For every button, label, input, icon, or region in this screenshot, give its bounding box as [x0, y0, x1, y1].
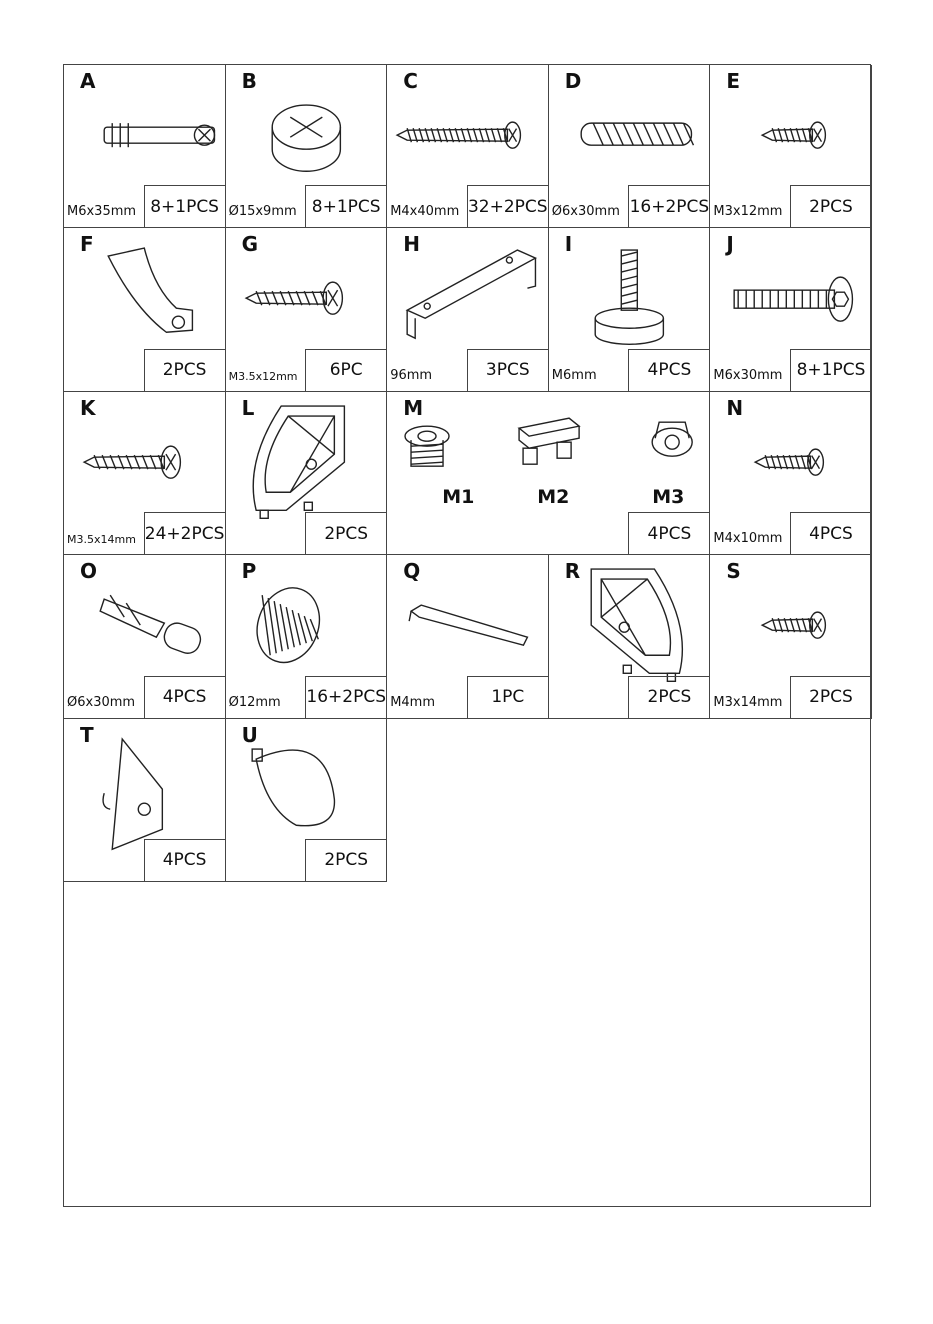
part-cell-t — [64, 719, 226, 882]
part-spec: M4x40mm — [390, 204, 460, 220]
part-quantity: 4PCS — [790, 512, 872, 555]
part-letter: M — [403, 395, 424, 420]
part-letter: F — [80, 232, 94, 257]
part-quantity: 2PCS — [790, 676, 872, 719]
part-spec: M3x14mm — [713, 694, 783, 710]
part-letter: T — [80, 722, 94, 747]
part-spec: M6x30mm — [713, 367, 783, 383]
part-cell-m — [387, 392, 710, 555]
part-letter: L — [241, 395, 255, 420]
part-cell-h — [387, 228, 549, 391]
part-spec: M4x10mm — [713, 531, 783, 547]
part-cell-r — [549, 555, 711, 718]
parts-sheet — [63, 64, 871, 1207]
part-cell-c — [387, 65, 549, 228]
part-letter: Q — [403, 559, 421, 584]
part-letter: G — [241, 232, 259, 257]
part-cell-i — [549, 228, 711, 391]
part-spec: M6mm — [551, 367, 597, 383]
sub-part-label: M3 — [652, 485, 685, 508]
part-quantity: 8+1PCS — [790, 349, 872, 392]
sub-part-label: M1 — [442, 485, 475, 508]
part-quantity: 2PCS — [144, 349, 226, 392]
part-quantity: 8+1PCS — [305, 185, 387, 228]
part-spec: M4mm — [390, 694, 436, 710]
part-letter: K — [80, 395, 96, 420]
part-cell-e — [710, 65, 872, 228]
part-letter: D — [564, 69, 582, 93]
sub-part-label: M2 — [537, 485, 570, 508]
part-quantity: 16+2PCS — [628, 185, 710, 228]
part-quantity: 4PCS — [628, 349, 710, 392]
part-quantity: 4PCS — [628, 512, 710, 555]
part-letter: A — [80, 69, 96, 93]
part-cell-p — [226, 555, 388, 718]
part-quantity: 3PCS — [467, 349, 549, 392]
part-letter: R — [564, 559, 581, 584]
part-quantity: 32+2PCS — [467, 185, 549, 228]
part-spec: M6x35mm — [67, 204, 137, 220]
part-letter: E — [726, 69, 741, 93]
part-spec: Ø12mm — [228, 694, 281, 710]
part-letter: P — [241, 559, 257, 584]
part-quantity: 8+1PCS — [144, 185, 226, 228]
part-letter: B — [241, 69, 257, 93]
part-cell-b — [226, 65, 388, 228]
part-letter: O — [80, 559, 98, 584]
part-cell-l — [226, 392, 388, 555]
part-spec: M3.5x12mm — [228, 369, 298, 383]
part-cell-n — [710, 392, 872, 555]
part-spec: M3.5x14mm — [67, 533, 136, 547]
part-cell-d — [549, 65, 711, 228]
part-cell-f — [64, 228, 226, 391]
part-cell-q — [387, 555, 549, 718]
part-spec: M3x12mm — [713, 204, 783, 220]
part-cell-s — [710, 555, 872, 718]
part-cell-k — [64, 392, 226, 555]
part-quantity: 2PCS — [305, 839, 387, 882]
part-cell-g — [226, 228, 388, 391]
part-cell-u — [226, 719, 388, 882]
part-letter: I — [564, 232, 573, 257]
part-quantity: 16+2PCS — [305, 676, 387, 719]
part-quantity: 4PCS — [144, 839, 226, 882]
part-letter: N — [726, 395, 744, 420]
part-letter: C — [403, 69, 418, 93]
part-quantity: 6PC — [305, 349, 387, 392]
part-spec: Ø15x9mm — [228, 204, 297, 220]
part-spec: Ø6x30mm — [551, 204, 620, 220]
part-spec: Ø6x30mm — [67, 694, 136, 710]
part-letter: U — [241, 722, 258, 747]
part-quantity: 4PCS — [144, 676, 226, 719]
part-cell-j — [710, 228, 872, 391]
part-quantity: 2PCS — [305, 512, 387, 555]
part-letter: S — [726, 559, 741, 584]
part-quantity: 2PCS — [628, 676, 710, 719]
part-spec: 96mm — [390, 367, 433, 383]
part-letter: H — [403, 232, 420, 257]
part-quantity: 1PC — [467, 676, 549, 719]
part-cell-o — [64, 555, 226, 718]
part-quantity: 2PCS — [790, 185, 872, 228]
part-cell-a — [64, 65, 226, 228]
part-quantity: 24+2PCS — [144, 512, 226, 555]
part-letter: J — [726, 232, 734, 257]
